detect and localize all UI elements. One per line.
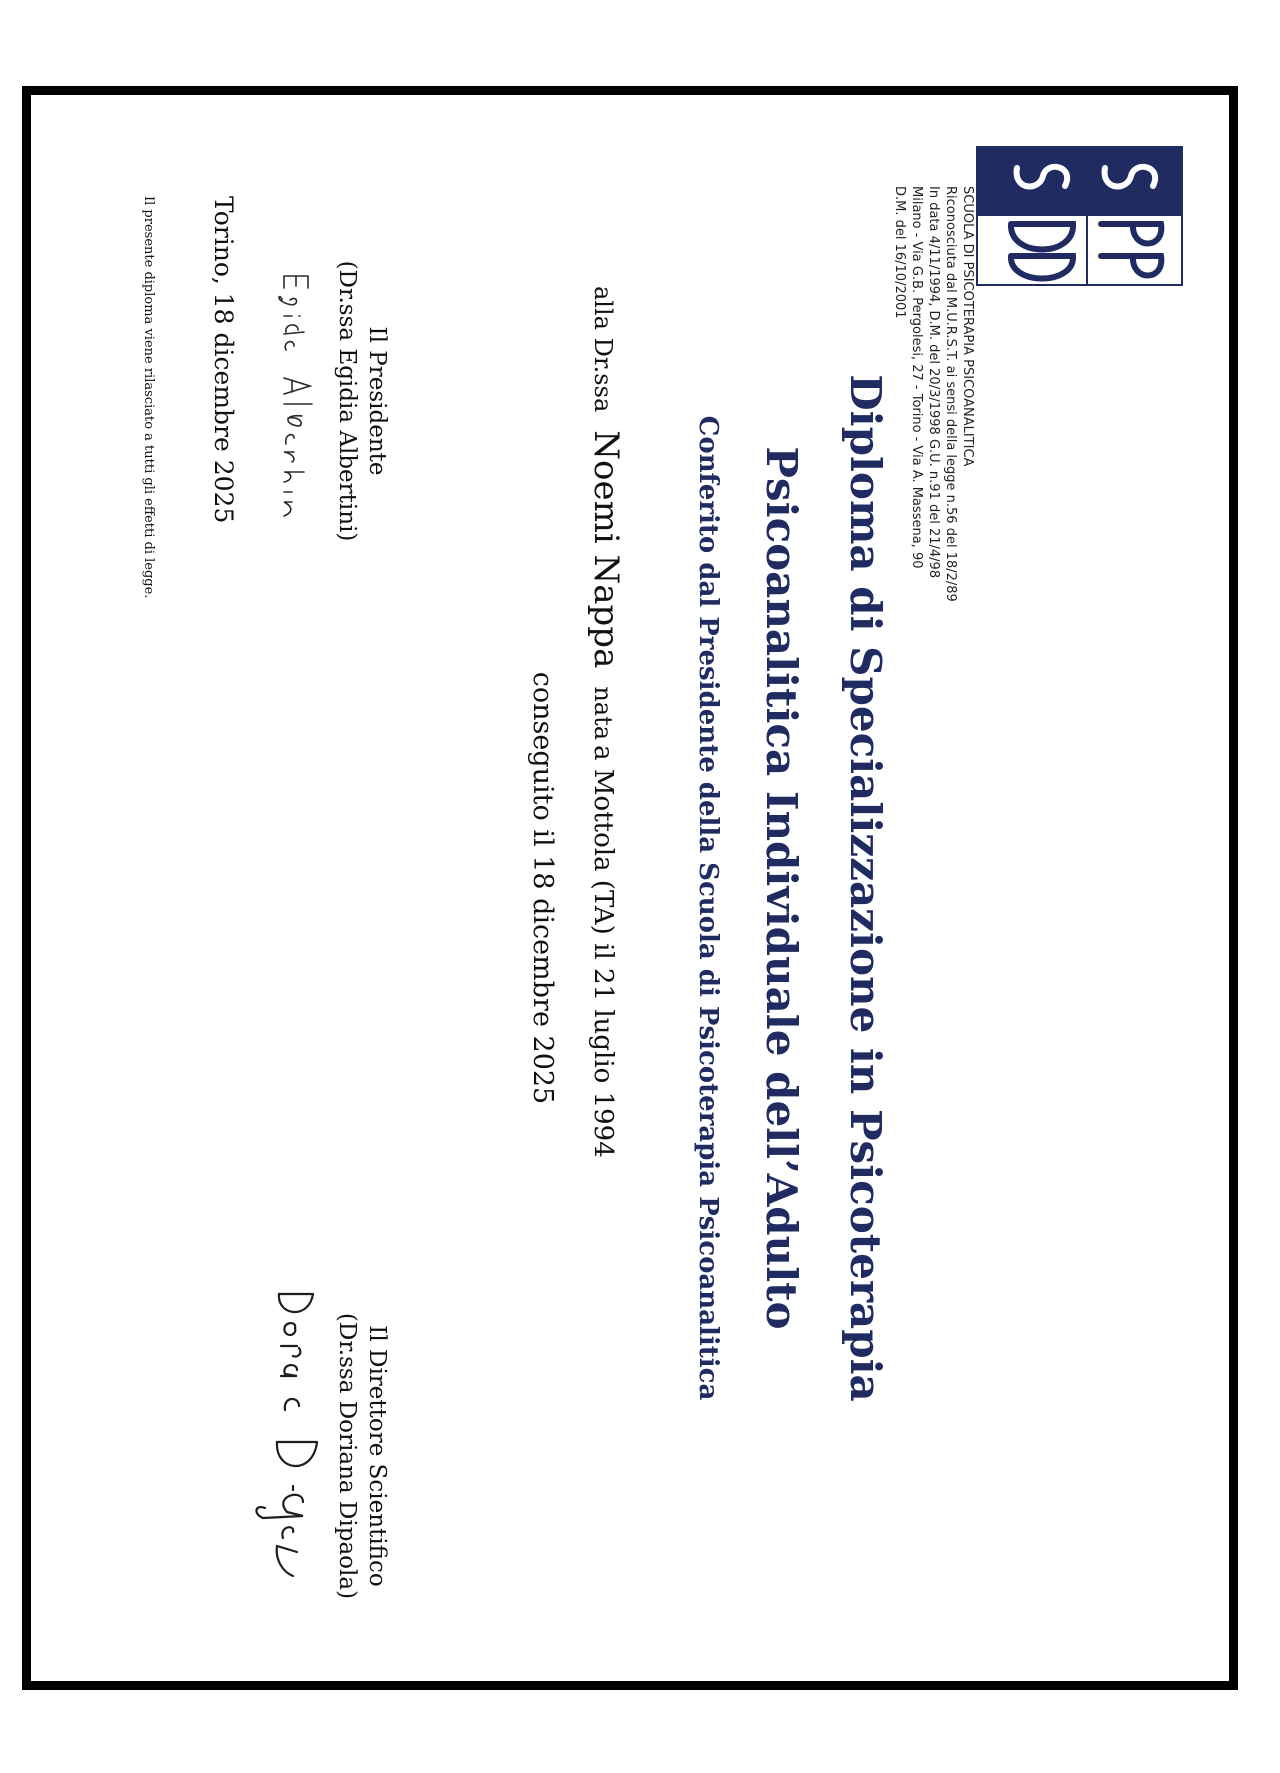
diploma-title-line2: Psicoanalitica Individuale dell’Adulto [757, 446, 806, 1330]
school-info-line: In data 4/11/1994, D.M. del 20/3/1998 G.U. n.91 del 21/4/98 [926, 186, 941, 579]
birth-prefix: nata [589, 686, 617, 741]
director-signature-block [332, 1286, 392, 1626]
school-info [891, 186, 976, 602]
place-date: Torino, 18 dicembre 2025 [209, 196, 238, 524]
school-info-line: Riconosciuta dal M.U.R.S.T. ai sensi della legge n.56 del 18/2/89 [943, 186, 958, 602]
conseguito-date: conseguito il 18 dicembre 2025 [527, 671, 558, 1105]
legal-footnote: Il presente diploma viene rilasciato a tutti gli effetti di legge. [141, 196, 156, 599]
recipient-prefix: alla Dr.ssa [589, 286, 617, 413]
president-role: Il Presidente [364, 326, 390, 476]
director-role: Il Direttore Scientifico [364, 1325, 390, 1587]
school-info-line: SCUOLA DI PSICOTERAPIA PSICOANALITICA [960, 186, 975, 467]
director-name: (Dr.ssa Doriana Dipaola) [334, 1312, 360, 1600]
school-logo [976, 146, 1183, 286]
president-name: (Dr.ssa Egidia Albertini) [334, 260, 360, 542]
birth-info: a Mottola (TA) il 21 luglio 1994 [588, 745, 618, 1158]
president-signature-block [332, 236, 392, 566]
diploma-title-line1: Diploma di Specializzazione in Psicoterapia [841, 374, 890, 1402]
school-info-line: Milano - Via G.B. Pergolesi, 27 - Torino - Via A. Massena, 90 [909, 186, 924, 569]
recipient-name: Noemi Nappa [586, 430, 626, 669]
school-info-line: D.M. del 16/10/2001 [892, 186, 907, 319]
diploma-content [22, 86, 1238, 1690]
recipient-line [586, 286, 626, 1158]
president-signature [268, 266, 328, 546]
diploma-subtitle: Conferito dal Presidente della Scuola di Psicoterapia Psicoanalitica [693, 415, 723, 1401]
spp-sdd-monogram-icon [976, 146, 1183, 286]
director-signature [243, 1276, 333, 1616]
